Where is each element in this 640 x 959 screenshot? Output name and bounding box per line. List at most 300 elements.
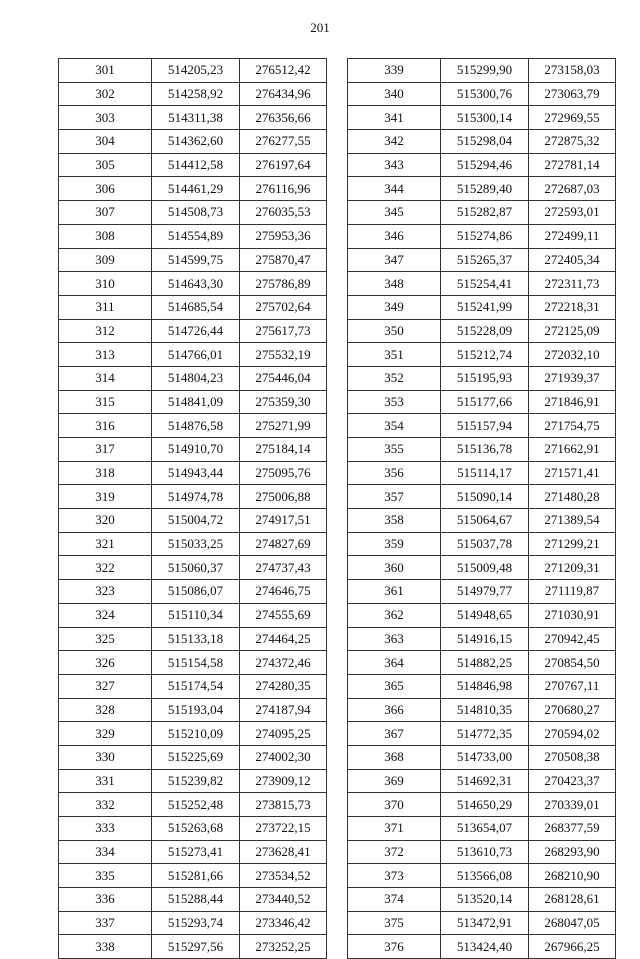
- y-coordinate-cell: 274002,30: [240, 745, 327, 769]
- table-row: [348, 82, 616, 106]
- point-number-cell: 315: [59, 390, 152, 414]
- table-row: [59, 224, 327, 248]
- x-coordinate-cell: 514846,98: [441, 674, 529, 698]
- table-row: [59, 888, 327, 912]
- y-coordinate-cell: 274917,51: [240, 509, 327, 533]
- table-row: [59, 556, 327, 580]
- x-coordinate-cell: 515273,41: [152, 840, 240, 864]
- y-coordinate-cell: 270942,45: [529, 627, 616, 651]
- y-coordinate-cell: 275953,36: [240, 224, 327, 248]
- y-coordinate-cell: 275702,64: [240, 295, 327, 319]
- y-coordinate-cell: 272499,11: [529, 224, 616, 248]
- x-coordinate-cell: 515090,14: [441, 485, 529, 509]
- point-number-cell: 320: [59, 509, 152, 533]
- x-coordinate-cell: 515289,40: [441, 177, 529, 201]
- table-row: [59, 438, 327, 462]
- x-coordinate-cell: 514692,31: [441, 769, 529, 793]
- y-coordinate-cell: 272875,32: [529, 130, 616, 154]
- y-coordinate-cell: 274372,46: [240, 651, 327, 675]
- table-row: [348, 911, 616, 935]
- y-coordinate-cell: 276434,96: [240, 82, 327, 106]
- table-row: [59, 106, 327, 130]
- point-number-cell: 350: [348, 319, 441, 343]
- x-coordinate-cell: 514554,89: [152, 224, 240, 248]
- x-coordinate-cell: 515212,74: [441, 343, 529, 367]
- x-coordinate-cell: 513654,07: [441, 817, 529, 841]
- point-number-cell: 353: [348, 390, 441, 414]
- table-row: [59, 177, 327, 201]
- x-coordinate-cell: 515300,76: [441, 82, 529, 106]
- table-row: [348, 248, 616, 272]
- x-coordinate-cell: 514910,70: [152, 438, 240, 462]
- x-coordinate-cell: 515282,87: [441, 201, 529, 225]
- point-number-cell: 355: [348, 438, 441, 462]
- point-number-cell: 302: [59, 82, 152, 106]
- point-number-cell: 323: [59, 580, 152, 604]
- table-row: [348, 698, 616, 722]
- table-row: [59, 485, 327, 509]
- point-number-cell: 329: [59, 722, 152, 746]
- point-number-cell: 324: [59, 603, 152, 627]
- x-coordinate-cell: 513566,08: [441, 864, 529, 888]
- y-coordinate-cell: 275006,88: [240, 485, 327, 509]
- table-row: [59, 532, 327, 556]
- y-coordinate-cell: 275446,04: [240, 366, 327, 390]
- y-coordinate-cell: 268210,90: [529, 864, 616, 888]
- x-coordinate-cell: 513610,73: [441, 840, 529, 864]
- x-coordinate-cell: 514508,73: [152, 201, 240, 225]
- x-coordinate-cell: 515299,90: [441, 59, 529, 83]
- y-coordinate-cell: 276197,64: [240, 153, 327, 177]
- y-coordinate-cell: 275271,99: [240, 414, 327, 438]
- x-coordinate-cell: 514311,38: [152, 106, 240, 130]
- x-coordinate-cell: 514974,78: [152, 485, 240, 509]
- point-number-cell: 322: [59, 556, 152, 580]
- point-number-cell: 317: [59, 438, 152, 462]
- y-coordinate-cell: 272311,73: [529, 272, 616, 296]
- y-coordinate-cell: 275359,30: [240, 390, 327, 414]
- table-row: [59, 745, 327, 769]
- y-coordinate-cell: 270767,11: [529, 674, 616, 698]
- point-number-cell: 363: [348, 627, 441, 651]
- x-coordinate-cell: 514733,00: [441, 745, 529, 769]
- point-number-cell: 345: [348, 201, 441, 225]
- y-coordinate-cell: 273440,52: [240, 888, 327, 912]
- y-coordinate-cell: 271389,54: [529, 509, 616, 533]
- y-coordinate-cell: 273346,42: [240, 911, 327, 935]
- x-coordinate-cell: 515210,09: [152, 722, 240, 746]
- table-row: [348, 485, 616, 509]
- point-number-cell: 330: [59, 745, 152, 769]
- table-row: [348, 390, 616, 414]
- point-number-cell: 307: [59, 201, 152, 225]
- y-coordinate-cell: 270339,01: [529, 793, 616, 817]
- x-coordinate-cell: 514979,77: [441, 580, 529, 604]
- table-row: [348, 461, 616, 485]
- y-coordinate-cell: 273063,79: [529, 82, 616, 106]
- y-coordinate-cell: 274464,25: [240, 627, 327, 651]
- x-coordinate-cell: 515225,69: [152, 745, 240, 769]
- x-coordinate-cell: 515252,48: [152, 793, 240, 817]
- point-number-cell: 337: [59, 911, 152, 935]
- y-coordinate-cell: 276512,42: [240, 59, 327, 83]
- point-number-cell: 340: [348, 82, 441, 106]
- x-coordinate-cell: 515154,58: [152, 651, 240, 675]
- point-number-cell: 364: [348, 651, 441, 675]
- x-coordinate-cell: 514772,35: [441, 722, 529, 746]
- table-row: [348, 769, 616, 793]
- y-coordinate-cell: 270508,38: [529, 745, 616, 769]
- x-coordinate-cell: 515274,86: [441, 224, 529, 248]
- y-coordinate-cell: 271209,31: [529, 556, 616, 580]
- table-row: [59, 817, 327, 841]
- point-number-cell: 372: [348, 840, 441, 864]
- y-coordinate-cell: 270680,27: [529, 698, 616, 722]
- x-coordinate-cell: 515288,44: [152, 888, 240, 912]
- point-number-cell: 356: [348, 461, 441, 485]
- x-coordinate-cell: 514258,92: [152, 82, 240, 106]
- x-coordinate-cell: 514841,09: [152, 390, 240, 414]
- y-coordinate-cell: 267966,25: [529, 935, 616, 959]
- x-coordinate-cell: 515263,68: [152, 817, 240, 841]
- table-row: [348, 674, 616, 698]
- point-number-cell: 341: [348, 106, 441, 130]
- point-number-cell: 325: [59, 627, 152, 651]
- point-number-cell: 348: [348, 272, 441, 296]
- y-coordinate-cell: 271662,91: [529, 438, 616, 462]
- point-number-cell: 305: [59, 153, 152, 177]
- point-number-cell: 314: [59, 366, 152, 390]
- point-number-cell: 326: [59, 651, 152, 675]
- y-coordinate-cell: 275870,47: [240, 248, 327, 272]
- point-number-cell: 328: [59, 698, 152, 722]
- point-number-cell: 308: [59, 224, 152, 248]
- point-number-cell: 334: [59, 840, 152, 864]
- table-row: [348, 319, 616, 343]
- y-coordinate-cell: 275184,14: [240, 438, 327, 462]
- y-coordinate-cell: 273628,41: [240, 840, 327, 864]
- x-coordinate-cell: 514461,29: [152, 177, 240, 201]
- x-coordinate-cell: 515086,07: [152, 580, 240, 604]
- y-coordinate-cell: 276116,96: [240, 177, 327, 201]
- point-number-cell: 321: [59, 532, 152, 556]
- table-row: [59, 461, 327, 485]
- table-row: [348, 888, 616, 912]
- y-coordinate-cell: 272781,14: [529, 153, 616, 177]
- point-number-cell: 369: [348, 769, 441, 793]
- table-row: [348, 864, 616, 888]
- point-number-cell: 346: [348, 224, 441, 248]
- y-coordinate-cell: 276035,53: [240, 201, 327, 225]
- x-coordinate-cell: 515293,74: [152, 911, 240, 935]
- x-coordinate-cell: 514948,65: [441, 603, 529, 627]
- point-number-cell: 310: [59, 272, 152, 296]
- point-number-cell: 313: [59, 343, 152, 367]
- y-coordinate-cell: 271939,37: [529, 366, 616, 390]
- table-row: [59, 935, 327, 959]
- x-coordinate-cell: 514882,25: [441, 651, 529, 675]
- table-row: [348, 651, 616, 675]
- point-number-cell: 338: [59, 935, 152, 959]
- point-number-cell: 362: [348, 603, 441, 627]
- x-coordinate-cell: 515239,82: [152, 769, 240, 793]
- table-row: [59, 580, 327, 604]
- x-coordinate-cell: 515193,04: [152, 698, 240, 722]
- point-number-cell: 316: [59, 414, 152, 438]
- point-number-cell: 301: [59, 59, 152, 83]
- y-coordinate-cell: 274280,35: [240, 674, 327, 698]
- point-number-cell: 354: [348, 414, 441, 438]
- table-row: [59, 509, 327, 533]
- point-number-cell: 311: [59, 295, 152, 319]
- y-coordinate-cell: 272969,55: [529, 106, 616, 130]
- x-coordinate-cell: 514599,75: [152, 248, 240, 272]
- table-row: [348, 224, 616, 248]
- x-coordinate-cell: 515298,04: [441, 130, 529, 154]
- point-number-cell: 376: [348, 935, 441, 959]
- table-row: [348, 722, 616, 746]
- table-row: [348, 295, 616, 319]
- y-coordinate-cell: 271571,41: [529, 461, 616, 485]
- point-number-cell: 344: [348, 177, 441, 201]
- table-row: [348, 603, 616, 627]
- point-number-cell: 333: [59, 817, 152, 841]
- x-coordinate-cell: 515281,66: [152, 864, 240, 888]
- y-coordinate-cell: 270423,37: [529, 769, 616, 793]
- table-row: [59, 59, 327, 83]
- x-coordinate-cell: 514810,35: [441, 698, 529, 722]
- point-number-cell: 367: [348, 722, 441, 746]
- table-row: [348, 414, 616, 438]
- table-row: [59, 698, 327, 722]
- table-row: [348, 556, 616, 580]
- y-coordinate-cell: 274646,75: [240, 580, 327, 604]
- y-coordinate-cell: 270854,50: [529, 651, 616, 675]
- point-number-cell: 339: [348, 59, 441, 83]
- x-coordinate-cell: 514916,15: [441, 627, 529, 651]
- x-coordinate-cell: 514766,01: [152, 343, 240, 367]
- point-number-cell: 357: [348, 485, 441, 509]
- y-coordinate-cell: 276277,55: [240, 130, 327, 154]
- x-coordinate-cell: 515110,34: [152, 603, 240, 627]
- x-coordinate-cell: 515254,41: [441, 272, 529, 296]
- coordinates-table-left-body: [59, 59, 327, 959]
- table-row: [348, 580, 616, 604]
- point-number-cell: 359: [348, 532, 441, 556]
- point-number-cell: 361: [348, 580, 441, 604]
- table-row: [348, 106, 616, 130]
- table-row: [348, 840, 616, 864]
- coordinates-table-left: [58, 58, 327, 959]
- point-number-cell: 319: [59, 485, 152, 509]
- y-coordinate-cell: 275617,73: [240, 319, 327, 343]
- point-number-cell: 332: [59, 793, 152, 817]
- table-row: [348, 817, 616, 841]
- y-coordinate-cell: 273722,15: [240, 817, 327, 841]
- table-row: [59, 911, 327, 935]
- table-row: [59, 201, 327, 225]
- x-coordinate-cell: 515033,25: [152, 532, 240, 556]
- x-coordinate-cell: 515064,67: [441, 509, 529, 533]
- y-coordinate-cell: 271754,75: [529, 414, 616, 438]
- point-number-cell: 352: [348, 366, 441, 390]
- table-row: [59, 840, 327, 864]
- y-coordinate-cell: 268377,59: [529, 817, 616, 841]
- coordinates-table-right: [347, 58, 616, 959]
- x-coordinate-cell: 515157,94: [441, 414, 529, 438]
- y-coordinate-cell: 275532,19: [240, 343, 327, 367]
- point-number-cell: 351: [348, 343, 441, 367]
- x-coordinate-cell: 515114,17: [441, 461, 529, 485]
- x-coordinate-cell: 515004,72: [152, 509, 240, 533]
- table-row: [59, 319, 327, 343]
- x-coordinate-cell: 514412,58: [152, 153, 240, 177]
- page-number: 201: [310, 20, 330, 35]
- point-number-cell: 368: [348, 745, 441, 769]
- y-coordinate-cell: 271299,21: [529, 532, 616, 556]
- y-coordinate-cell: 276356,66: [240, 106, 327, 130]
- x-coordinate-cell: 514643,30: [152, 272, 240, 296]
- table-row: [348, 130, 616, 154]
- y-coordinate-cell: 273252,25: [240, 935, 327, 959]
- table-row: [348, 793, 616, 817]
- point-number-cell: 327: [59, 674, 152, 698]
- table-row: [348, 366, 616, 390]
- table-row: [348, 343, 616, 367]
- y-coordinate-cell: 273534,52: [240, 864, 327, 888]
- y-coordinate-cell: 270594,02: [529, 722, 616, 746]
- x-coordinate-cell: 513520,14: [441, 888, 529, 912]
- point-number-cell: 347: [348, 248, 441, 272]
- point-number-cell: 360: [348, 556, 441, 580]
- table-row: [59, 769, 327, 793]
- point-number-cell: 374: [348, 888, 441, 912]
- point-number-cell: 371: [348, 817, 441, 841]
- point-number-cell: 370: [348, 793, 441, 817]
- point-number-cell: 373: [348, 864, 441, 888]
- y-coordinate-cell: 268293,90: [529, 840, 616, 864]
- y-coordinate-cell: 274827,69: [240, 532, 327, 556]
- y-coordinate-cell: 274737,43: [240, 556, 327, 580]
- point-number-cell: 343: [348, 153, 441, 177]
- x-coordinate-cell: 514804,23: [152, 366, 240, 390]
- table-row: [59, 153, 327, 177]
- table-row: [59, 651, 327, 675]
- x-coordinate-cell: 515136,78: [441, 438, 529, 462]
- point-number-cell: 335: [59, 864, 152, 888]
- x-coordinate-cell: 515060,37: [152, 556, 240, 580]
- point-number-cell: 304: [59, 130, 152, 154]
- table-row: [59, 627, 327, 651]
- y-coordinate-cell: 275786,89: [240, 272, 327, 296]
- point-number-cell: 342: [348, 130, 441, 154]
- x-coordinate-cell: 514650,29: [441, 793, 529, 817]
- table-row: [59, 722, 327, 746]
- y-coordinate-cell: 271480,28: [529, 485, 616, 509]
- x-coordinate-cell: 515297,56: [152, 935, 240, 959]
- table-row: [348, 509, 616, 533]
- x-coordinate-cell: 515009,48: [441, 556, 529, 580]
- y-coordinate-cell: 274555,69: [240, 603, 327, 627]
- x-coordinate-cell: 514876,58: [152, 414, 240, 438]
- x-coordinate-cell: 514205,23: [152, 59, 240, 83]
- x-coordinate-cell: 515177,66: [441, 390, 529, 414]
- table-row: [59, 864, 327, 888]
- table-row: [59, 793, 327, 817]
- table-row: [348, 745, 616, 769]
- x-coordinate-cell: 515294,46: [441, 153, 529, 177]
- table-row: [348, 627, 616, 651]
- table-row: [348, 201, 616, 225]
- table-row: [348, 59, 616, 83]
- table-row: [59, 82, 327, 106]
- point-number-cell: 309: [59, 248, 152, 272]
- y-coordinate-cell: 274095,25: [240, 722, 327, 746]
- x-coordinate-cell: 515037,78: [441, 532, 529, 556]
- y-coordinate-cell: 273909,12: [240, 769, 327, 793]
- x-coordinate-cell: 515133,18: [152, 627, 240, 651]
- table-row: [59, 603, 327, 627]
- table-row: [348, 153, 616, 177]
- table-row: [59, 366, 327, 390]
- x-coordinate-cell: 515241,99: [441, 295, 529, 319]
- y-coordinate-cell: 272032,10: [529, 343, 616, 367]
- point-number-cell: 349: [348, 295, 441, 319]
- y-coordinate-cell: 268047,05: [529, 911, 616, 935]
- x-coordinate-cell: 513424,40: [441, 935, 529, 959]
- point-number-cell: 336: [59, 888, 152, 912]
- x-coordinate-cell: 515265,37: [441, 248, 529, 272]
- x-coordinate-cell: 515174,54: [152, 674, 240, 698]
- table-row: [59, 343, 327, 367]
- x-coordinate-cell: 514362,60: [152, 130, 240, 154]
- table-row: [348, 532, 616, 556]
- coordinates-table-right-body: [348, 59, 616, 959]
- x-coordinate-cell: 515228,09: [441, 319, 529, 343]
- y-coordinate-cell: 273158,03: [529, 59, 616, 83]
- table-row: [59, 414, 327, 438]
- y-coordinate-cell: 271030,91: [529, 603, 616, 627]
- point-number-cell: 306: [59, 177, 152, 201]
- point-number-cell: 318: [59, 461, 152, 485]
- point-number-cell: 312: [59, 319, 152, 343]
- point-number-cell: 358: [348, 509, 441, 533]
- table-row: [348, 438, 616, 462]
- y-coordinate-cell: 273815,73: [240, 793, 327, 817]
- point-number-cell: 331: [59, 769, 152, 793]
- point-number-cell: 365: [348, 674, 441, 698]
- point-number-cell: 366: [348, 698, 441, 722]
- point-number-cell: 303: [59, 106, 152, 130]
- table-row: [59, 248, 327, 272]
- y-coordinate-cell: 275095,76: [240, 461, 327, 485]
- y-coordinate-cell: 271119,87: [529, 580, 616, 604]
- y-coordinate-cell: 272218,31: [529, 295, 616, 319]
- y-coordinate-cell: 272593,01: [529, 201, 616, 225]
- x-coordinate-cell: 514685,54: [152, 295, 240, 319]
- table-row: [59, 272, 327, 296]
- y-coordinate-cell: 272125,09: [529, 319, 616, 343]
- point-number-cell: 375: [348, 911, 441, 935]
- table-row: [59, 130, 327, 154]
- table-row: [59, 674, 327, 698]
- table-row: [59, 295, 327, 319]
- table-row: [348, 272, 616, 296]
- y-coordinate-cell: 274187,94: [240, 698, 327, 722]
- x-coordinate-cell: 513472,91: [441, 911, 529, 935]
- x-coordinate-cell: 514726,44: [152, 319, 240, 343]
- y-coordinate-cell: 268128,61: [529, 888, 616, 912]
